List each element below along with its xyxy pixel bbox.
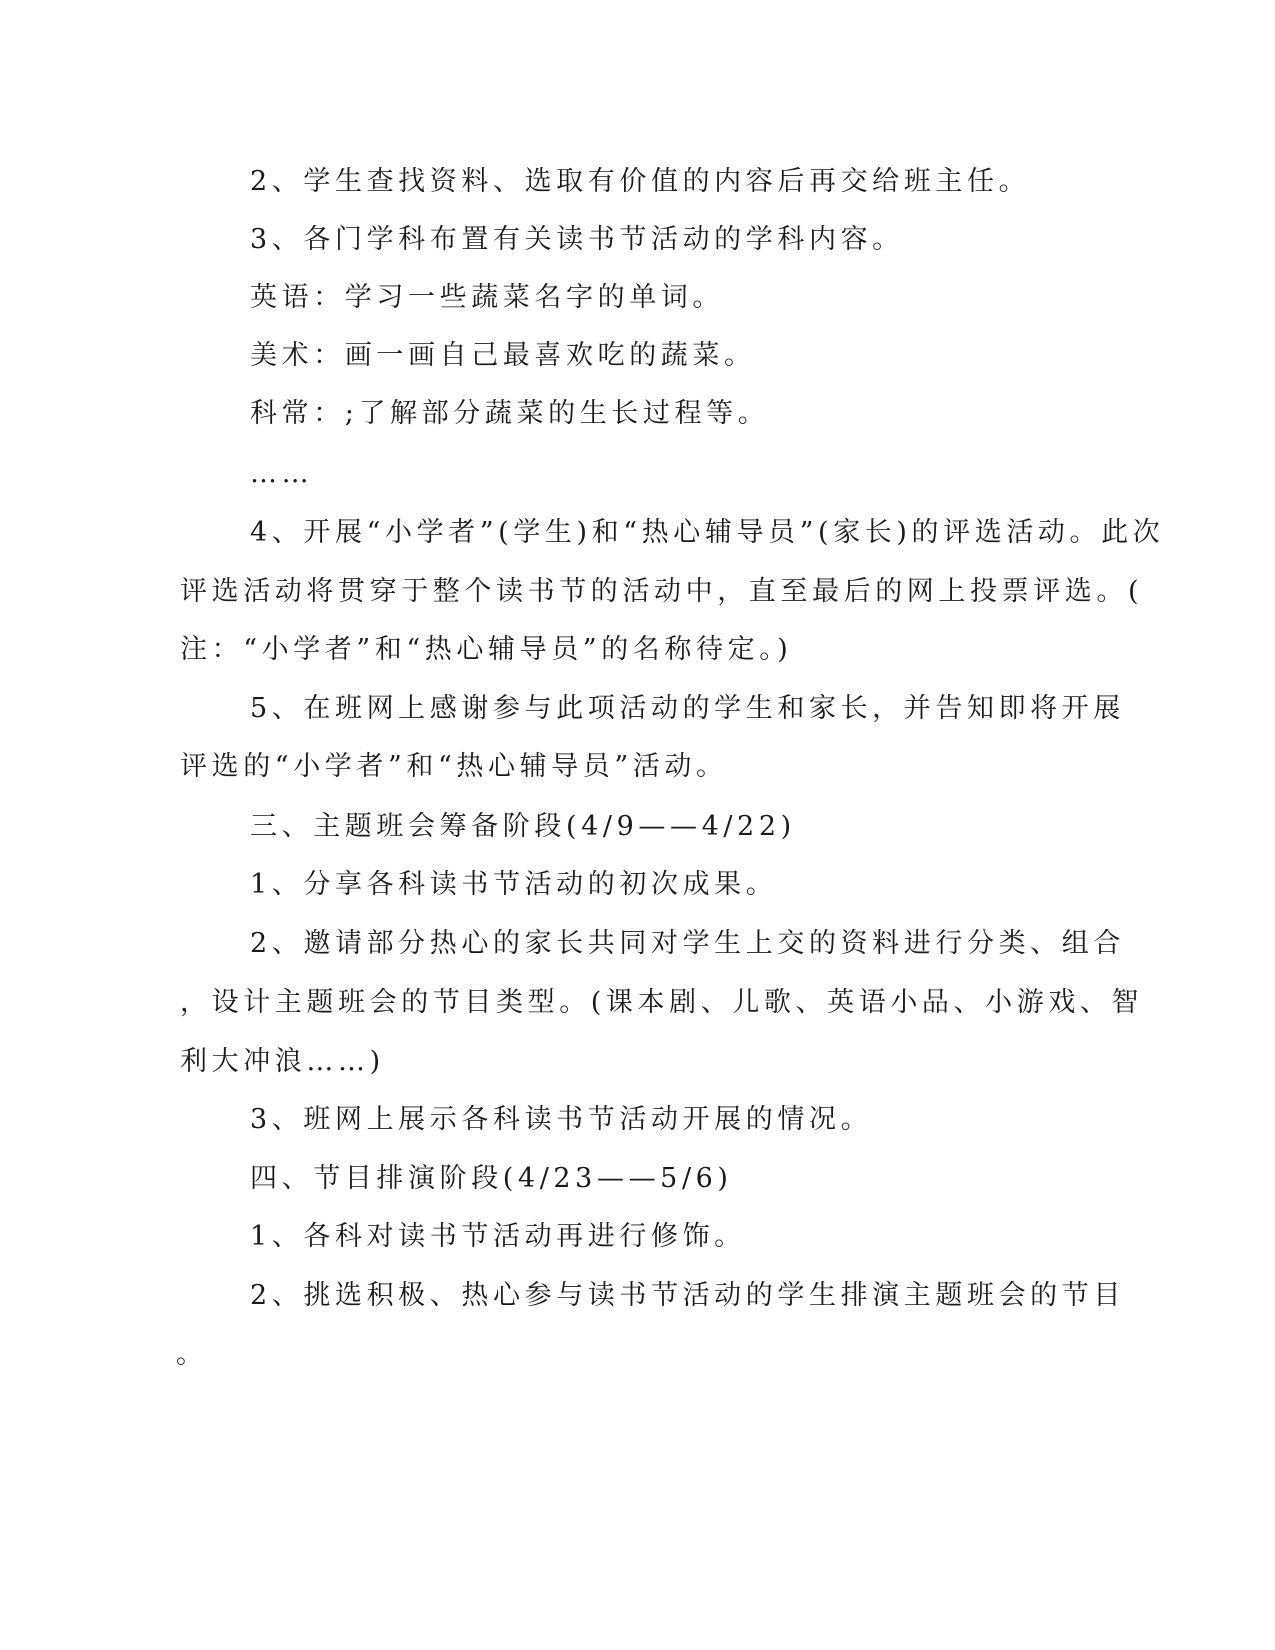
text-line: 。 xyxy=(176,1339,208,1370)
text-line: 评选活动将贯穿于整个读书节的活动中，直至最后的网上投票评选。( xyxy=(180,576,1144,607)
text-line: 2、学生查找资料、选取有价值的内容后再交给班主任。 xyxy=(250,166,1031,197)
text-line: 美术：画一画自己最喜欢吃的蔬菜。 xyxy=(250,340,756,371)
text-line: 英语：学习一些蔬菜名字的单词。 xyxy=(250,282,724,313)
text-line: 2、挑选积极、热心参与读书节活动的学生排演主题班会的节目 xyxy=(250,1280,1125,1311)
text-line: 1、分享各科读书节活动的初次成果。 xyxy=(250,869,778,900)
section-heading: 三、主题班会筹备阶段(4/9——4/22) xyxy=(250,811,796,842)
text-line: ，设计主题班会的节目类型。(课本剧、儿歌、英语小品、小游戏、智 xyxy=(180,987,1144,1018)
text-line: 利大冲浪……) xyxy=(180,1046,385,1077)
text-line: 5、在班网上感谢参与此项活动的学生和家长，并告知即将开展 xyxy=(250,693,1125,724)
text-line: 评选的“小学者”和“热心辅导员”活动。 xyxy=(180,751,728,782)
text-line: 4、开展“小学者”(学生)和“热心辅导员”(家长)的评选活动。此次 xyxy=(250,517,1165,548)
text-line: 注：“小学者”和“热心辅导员”的名称待定。) xyxy=(180,634,793,665)
text-line: 3、班网上展示各科读书节活动开展的情况。 xyxy=(250,1104,873,1135)
text-line: 2、邀请部分热心的家长共同对学生上交的资料进行分类、组合 xyxy=(250,928,1125,959)
text-line: 3、各门学科布置有关读书节活动的学科内容。 xyxy=(250,224,904,255)
text-line: 1、各科对读书节活动再进行修饰。 xyxy=(250,1221,746,1252)
text-line: …… xyxy=(250,458,314,489)
text-line: 科常：;了解部分蔬菜的生长过程等。 xyxy=(250,398,770,429)
section-heading: 四、节目排演阶段(4/23——5/6) xyxy=(250,1163,733,1194)
